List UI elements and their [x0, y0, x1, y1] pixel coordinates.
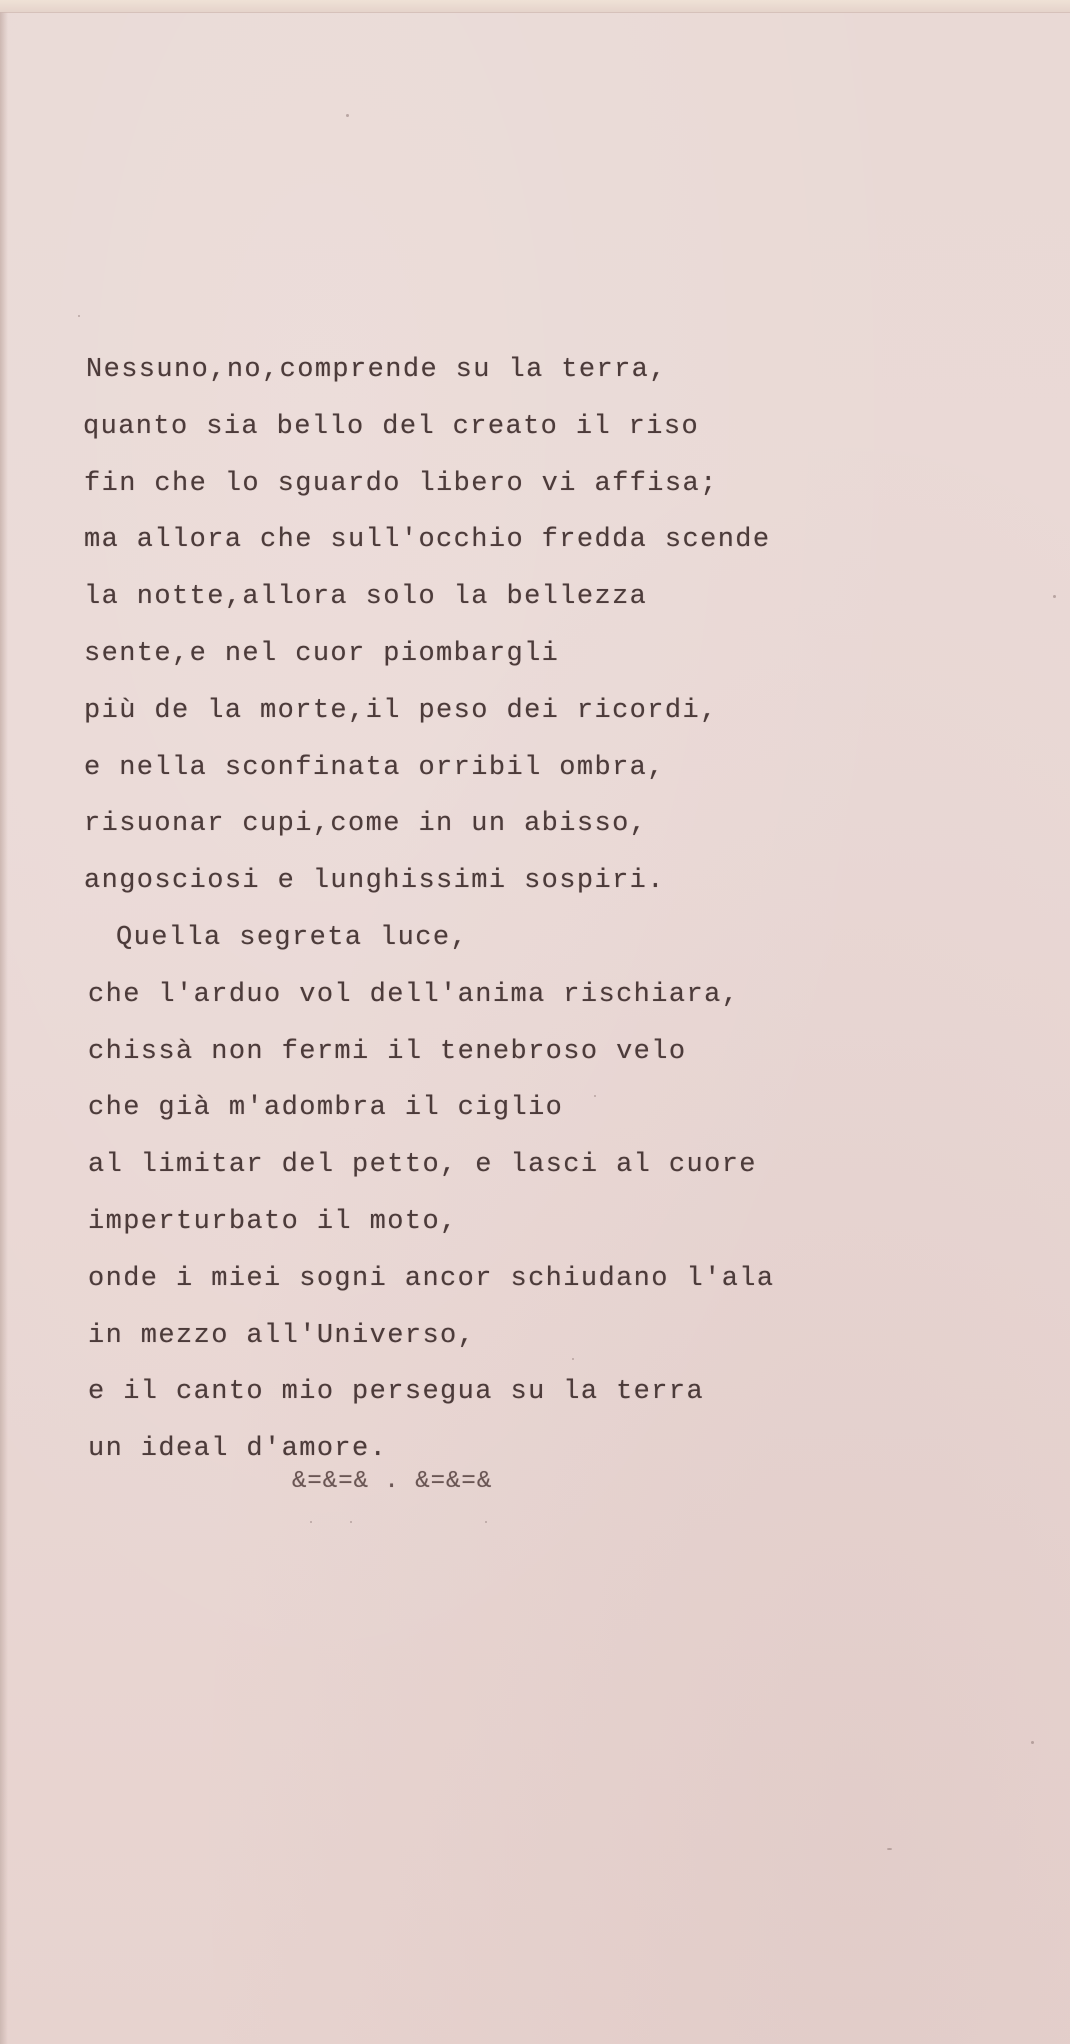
paper-speck	[485, 1521, 487, 1523]
poem-line: e il canto mio persegua su la terra	[88, 1377, 705, 1408]
poem-line: al limitar del petto, e lasci al cuore	[88, 1150, 757, 1181]
poem-line: la notte,allora solo la bellezza	[84, 582, 648, 613]
poem-text	[83, 342, 986, 1478]
poem-line: risuonar cupi,come in un abisso,	[84, 809, 648, 840]
page-left-edge	[0, 12, 8, 2044]
poem-line: imperturbato il moto,	[88, 1206, 458, 1237]
poem-line: chissà non fermi il tenebroso velo	[88, 1036, 687, 1067]
poem-line: onde i miei sogni ancor schiudano l'ala	[88, 1263, 775, 1294]
poem-line: che l'arduo vol dell'anima rischiara,	[88, 979, 740, 1010]
poem-line: che già m'adombra il ciglio	[88, 1093, 564, 1124]
poem-line: angosciosi e lunghissimi sospiri.	[84, 866, 665, 897]
poem-line: e nella sconfinata orribil ombra,	[84, 752, 665, 783]
poem-line: quanto sia bello del creato il riso	[83, 411, 700, 442]
page-top-edge	[0, 0, 1070, 13]
poem-line: fin che lo sguardo libero vi affisa;	[84, 468, 718, 499]
poem-line: Quella segreta luce,	[116, 922, 469, 953]
paper-speck	[310, 1521, 312, 1523]
paper-speck	[1031, 1741, 1034, 1744]
poem-line: in mezzo all'Universo,	[88, 1320, 476, 1351]
poem-line: un ideal d'amore.	[88, 1434, 388, 1465]
poem-line: più de la morte,il peso dei ricordi,	[84, 695, 718, 726]
paper-speck	[1053, 595, 1056, 598]
paper-speck	[350, 1521, 352, 1523]
paper-speck	[887, 1848, 892, 1850]
poem-line: Nessuno,no,comprende su la terra,	[86, 355, 667, 385]
poem-line: ma allora che sull'occhio fredda scende	[84, 525, 771, 556]
paper-speck	[78, 315, 80, 317]
closing-ornament: &=&=& . &=&=&	[292, 1468, 493, 1495]
paper-speck	[346, 114, 349, 117]
poem-line: sente,e nel cuor piombargli	[84, 638, 560, 669]
